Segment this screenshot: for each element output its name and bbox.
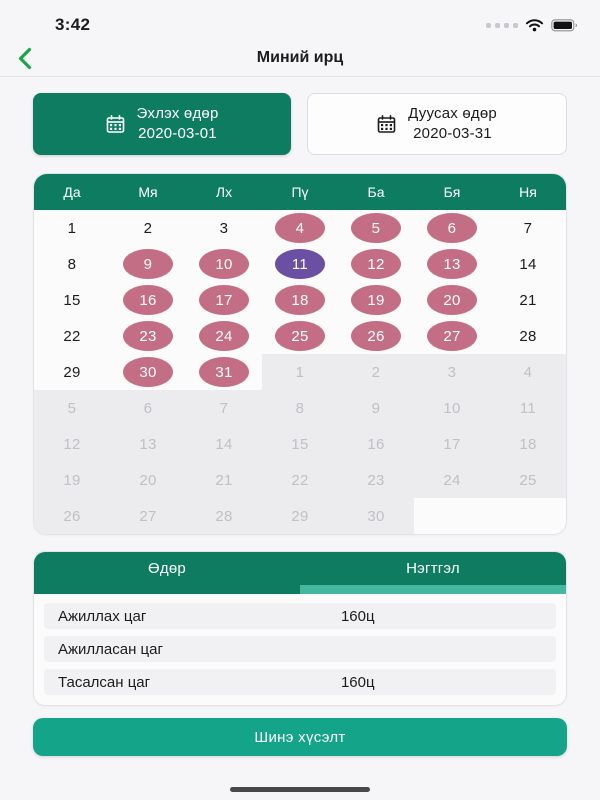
calendar-day bbox=[414, 390, 490, 426]
calendar-day bbox=[338, 354, 414, 390]
back-button[interactable] bbox=[8, 43, 42, 74]
calendar-day bbox=[262, 426, 338, 462]
day-number: 6 bbox=[143, 399, 153, 417]
weekday-label: Лх bbox=[215, 184, 233, 200]
day-number: 13 bbox=[139, 435, 157, 453]
calendar-day[interactable] bbox=[490, 210, 566, 246]
attendance-day-badge: 20 bbox=[427, 285, 477, 315]
day-number: 8 bbox=[295, 399, 305, 417]
summary-row-label: Тасалсан цаг bbox=[58, 673, 151, 691]
day-number: 28 bbox=[215, 507, 233, 525]
start-date-button[interactable] bbox=[33, 93, 291, 155]
battery-icon bbox=[551, 19, 578, 32]
summary-row bbox=[44, 669, 556, 695]
day-number: 28 bbox=[519, 327, 537, 345]
calendar-day[interactable] bbox=[34, 210, 110, 246]
attendance-day-badge: 4 bbox=[275, 213, 325, 243]
calendar-day bbox=[338, 462, 414, 498]
summary-card bbox=[33, 551, 567, 706]
page-title: Миний ирц bbox=[256, 49, 344, 66]
calendar-day bbox=[262, 498, 338, 534]
calendar-day[interactable] bbox=[186, 354, 262, 390]
day-number: 14 bbox=[215, 435, 233, 453]
day-number: 1 bbox=[295, 363, 305, 381]
calendar-day[interactable] bbox=[186, 246, 262, 282]
end-date-button[interactable] bbox=[307, 93, 567, 155]
calendar-day bbox=[186, 390, 262, 426]
day-number: 4 bbox=[523, 363, 533, 381]
day-number: 12 bbox=[63, 435, 81, 453]
calendar-day[interactable] bbox=[490, 282, 566, 318]
calendar-day bbox=[490, 354, 566, 390]
calendar-day[interactable] bbox=[110, 246, 186, 282]
calendar-day[interactable] bbox=[414, 318, 490, 354]
day-number: 18 bbox=[519, 435, 537, 453]
attendance-day-badge: 17 bbox=[199, 285, 249, 315]
calendar-day[interactable] bbox=[110, 354, 186, 390]
calendar-day[interactable] bbox=[110, 282, 186, 318]
calendar-day[interactable] bbox=[262, 210, 338, 246]
calendar-day bbox=[490, 426, 566, 462]
calendar-day bbox=[34, 462, 110, 498]
calendar-day[interactable] bbox=[490, 318, 566, 354]
calendar-empty-cell bbox=[414, 498, 490, 534]
day-number: 29 bbox=[291, 507, 309, 525]
attendance-day-badge: 6 bbox=[427, 213, 477, 243]
attendance-day-badge: 5 bbox=[351, 213, 401, 243]
calendar-day bbox=[414, 426, 490, 462]
back-chevron-icon bbox=[16, 58, 34, 73]
calendar-day bbox=[262, 390, 338, 426]
attendance-day-badge: 23 bbox=[123, 321, 173, 351]
day-number: 11 bbox=[519, 399, 537, 417]
day-number: 22 bbox=[291, 471, 309, 489]
calendar-icon bbox=[106, 115, 125, 134]
summary-row-value: 160ц bbox=[340, 673, 375, 691]
day-number: 16 bbox=[367, 435, 385, 453]
calendar-day[interactable] bbox=[414, 282, 490, 318]
day-number: 10 bbox=[443, 399, 461, 417]
day-number: 3 bbox=[447, 363, 457, 381]
status-time: 3:42 bbox=[55, 15, 91, 34]
calendar-day bbox=[110, 390, 186, 426]
day-number: 30 bbox=[367, 507, 385, 525]
calendar-icon bbox=[377, 115, 396, 134]
attendance-day-badge: 25 bbox=[275, 321, 325, 351]
start-date-label: Эхлэх өдөр bbox=[136, 104, 219, 122]
day-number: 5 bbox=[67, 399, 77, 417]
calendar-day[interactable] bbox=[414, 246, 490, 282]
weekday-label: Ба bbox=[367, 184, 385, 200]
calendar-day[interactable] bbox=[34, 318, 110, 354]
calendar-day[interactable] bbox=[34, 282, 110, 318]
day-number: 23 bbox=[367, 471, 385, 489]
day-number: 20 bbox=[139, 471, 157, 489]
calendar-weekday-header bbox=[34, 174, 566, 210]
calendar-day[interactable] bbox=[262, 282, 338, 318]
day-number: 2 bbox=[143, 219, 153, 237]
day-number: 1 bbox=[67, 219, 77, 237]
calendar-day bbox=[110, 498, 186, 534]
calendar-day bbox=[338, 390, 414, 426]
day-number: 19 bbox=[63, 471, 81, 489]
calendar-card bbox=[33, 173, 567, 535]
new-request-button[interactable]: Шинэ хүсэлт bbox=[33, 718, 567, 756]
day-number: 22 bbox=[63, 327, 81, 345]
summary-tabs bbox=[34, 552, 566, 594]
calendar-day[interactable] bbox=[414, 210, 490, 246]
day-number: 24 bbox=[443, 471, 461, 489]
calendar-day bbox=[186, 426, 262, 462]
cellular-signal-icon bbox=[486, 23, 518, 28]
day-number: 21 bbox=[519, 291, 537, 309]
weekday-label: Пү bbox=[291, 184, 309, 200]
calendar-day bbox=[262, 462, 338, 498]
attendance-day-badge: 30 bbox=[123, 357, 173, 387]
weekday-label: Бя bbox=[443, 184, 461, 200]
summary-tab[interactable]: Нэгтгэл bbox=[300, 552, 566, 594]
attendance-day-badge: 27 bbox=[427, 321, 477, 351]
day-number: 3 bbox=[219, 219, 229, 237]
day-number: 9 bbox=[371, 399, 381, 417]
summary-row-label: Ажиллах цаг bbox=[58, 607, 147, 625]
day-number: 15 bbox=[63, 291, 81, 309]
calendar-empty-cell bbox=[490, 498, 566, 534]
calendar-day[interactable] bbox=[34, 354, 110, 390]
calendar-day[interactable] bbox=[338, 282, 414, 318]
end-date-label: Дуусах өдөр bbox=[408, 104, 497, 122]
calendar-day[interactable] bbox=[110, 318, 186, 354]
day-number: 15 bbox=[291, 435, 309, 453]
selected-day-badge: 11 bbox=[275, 249, 325, 279]
attendance-day-badge: 16 bbox=[123, 285, 173, 315]
calendar-day[interactable] bbox=[262, 246, 338, 282]
attendance-day-badge: 26 bbox=[351, 321, 401, 351]
calendar-day[interactable] bbox=[110, 210, 186, 246]
summary-tab[interactable]: Өдөр bbox=[148, 560, 186, 577]
navbar bbox=[0, 40, 600, 77]
calendar-day[interactable] bbox=[338, 318, 414, 354]
calendar-day[interactable] bbox=[262, 318, 338, 354]
start-date-value: 2020-03-01 bbox=[138, 125, 217, 142]
main-content bbox=[0, 77, 600, 756]
attendance-day-badge: 31 bbox=[199, 357, 249, 387]
attendance-day-badge: 19 bbox=[351, 285, 401, 315]
calendar-day bbox=[414, 462, 490, 498]
calendar-day bbox=[186, 498, 262, 534]
calendar-day bbox=[490, 390, 566, 426]
calendar-day[interactable] bbox=[186, 210, 262, 246]
attendance-day-badge: 10 bbox=[199, 249, 249, 279]
summary-table bbox=[34, 594, 566, 695]
summary-row-label: Ажилласан цаг bbox=[58, 640, 163, 658]
calendar-day[interactable] bbox=[34, 246, 110, 282]
calendar-day[interactable] bbox=[186, 282, 262, 318]
day-number: 7 bbox=[219, 399, 229, 417]
day-number: 17 bbox=[443, 435, 461, 453]
calendar-day bbox=[490, 462, 566, 498]
wifi-icon bbox=[525, 18, 544, 32]
attendance-day-badge: 12 bbox=[351, 249, 401, 279]
calendar-grid bbox=[34, 210, 566, 534]
calendar-day bbox=[110, 462, 186, 498]
calendar-day bbox=[338, 498, 414, 534]
weekday-label: Мя bbox=[138, 184, 158, 200]
home-indicator[interactable] bbox=[230, 787, 370, 792]
summary-row bbox=[44, 636, 556, 662]
status-icons bbox=[486, 18, 578, 32]
weekday-label: Ня bbox=[519, 184, 537, 200]
weekday-label: Да bbox=[63, 184, 81, 200]
calendar-day bbox=[110, 426, 186, 462]
day-number: 14 bbox=[519, 255, 537, 273]
attendance-day-badge: 9 bbox=[123, 249, 173, 279]
calendar-day bbox=[414, 354, 490, 390]
status-bar bbox=[0, 0, 600, 40]
calendar-day[interactable] bbox=[338, 246, 414, 282]
day-number: 7 bbox=[523, 219, 533, 237]
attendance-day-badge: 18 bbox=[275, 285, 325, 315]
end-date-value: 2020-03-31 bbox=[413, 125, 492, 142]
calendar-day[interactable] bbox=[490, 246, 566, 282]
calendar-day bbox=[262, 354, 338, 390]
calendar-day bbox=[338, 426, 414, 462]
day-number: 29 bbox=[63, 363, 81, 381]
summary-row-value: 160ц bbox=[340, 607, 375, 625]
day-number: 26 bbox=[63, 507, 81, 525]
day-number: 27 bbox=[139, 507, 157, 525]
attendance-day-badge: 24 bbox=[199, 321, 249, 351]
attendance-day-badge: 13 bbox=[427, 249, 477, 279]
date-range-controls bbox=[33, 93, 567, 155]
calendar-day bbox=[34, 390, 110, 426]
calendar-day bbox=[34, 498, 110, 534]
calendar-day[interactable] bbox=[338, 210, 414, 246]
calendar-day bbox=[34, 426, 110, 462]
calendar-day[interactable] bbox=[186, 318, 262, 354]
day-number: 25 bbox=[519, 471, 537, 489]
day-number: 8 bbox=[67, 255, 77, 273]
summary-row bbox=[44, 603, 556, 629]
calendar-day bbox=[186, 462, 262, 498]
day-number: 2 bbox=[371, 363, 381, 381]
day-number: 21 bbox=[215, 471, 233, 489]
